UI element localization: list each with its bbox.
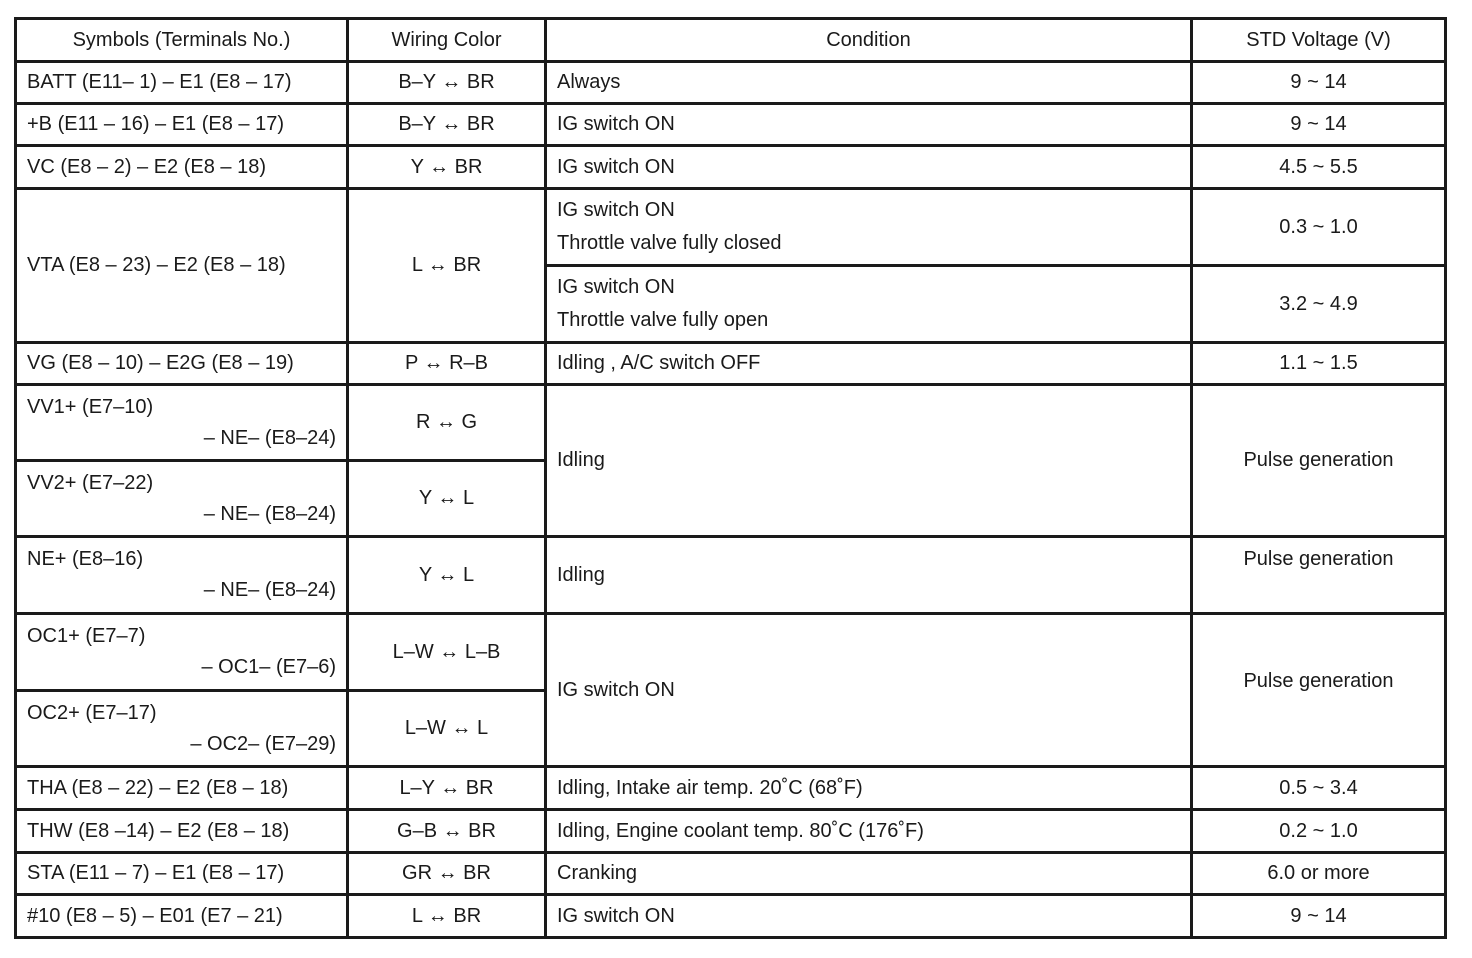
symbol-cell	[16, 691, 348, 767]
condition-cell: Idling, Intake air temp. 20˚C (68˚F)	[546, 767, 1192, 810]
condition-cell: IG switch ON	[546, 104, 1192, 146]
condition-line: Throttle valve fully closed	[557, 232, 782, 254]
header-wiring-color: Wiring Color	[348, 19, 546, 62]
condition-cell: IG switch ON	[546, 614, 1192, 767]
symbol-cell: STA (E11 – 7) – E1 (E8 – 17)	[16, 853, 348, 895]
wiring-cell: B–Y ↔ BR	[348, 104, 546, 146]
wiring-cell: L ↔ BR	[348, 189, 546, 343]
condition-cell	[546, 266, 1192, 343]
voltage-cell: 0.2 ~ 1.0	[1192, 810, 1446, 853]
symbol-line: – NE– (E8–24)	[203, 579, 336, 601]
symbol-cell: VTA (E8 – 23) – E2 (E8 – 18)	[16, 189, 348, 343]
voltage-cell: 6.0 or more	[1192, 853, 1446, 895]
symbol-line: – OC2– (E7–29)	[190, 732, 336, 755]
table-row	[16, 343, 1446, 385]
voltage-cell: Pulse generation	[1192, 614, 1446, 767]
table-row	[16, 146, 1446, 189]
symbol-cell: #10 (E8 – 5) – E01 (E7 – 21)	[16, 895, 348, 938]
table-row	[16, 189, 1446, 266]
table-row	[16, 895, 1446, 938]
symbol-cell: +B (E11 – 16) – E1 (E8 – 17)	[16, 104, 348, 146]
condition-line: IG switch ON	[557, 199, 675, 221]
table-row	[16, 810, 1446, 853]
voltage-cell: 0.5 ~ 3.4	[1192, 767, 1446, 810]
voltage-cell: 0.3 ~ 1.0	[1192, 189, 1446, 266]
condition-cell: Idling, Engine coolant temp. 80˚C (176˚F)	[546, 810, 1192, 853]
condition-cell: Idling , A/C switch OFF	[546, 343, 1192, 385]
voltage-cell: 4.5 ~ 5.5	[1192, 146, 1446, 189]
header-std-voltage: STD Voltage (V)	[1192, 19, 1446, 62]
condition-cell: Always	[546, 62, 1192, 104]
symbol-line: VV1+ (E7–10)	[27, 395, 154, 418]
symbol-cell: THW (E8 –14) – E2 (E8 – 18)	[16, 810, 348, 853]
header-condition: Condition	[546, 19, 1192, 62]
wiring-cell: G–B ↔ BR	[348, 810, 546, 853]
symbol-cell: VG (E8 – 10) – E2G (E8 – 19)	[16, 343, 348, 385]
symbol-cell	[16, 537, 348, 614]
symbol-line: – OC1– (E7–6)	[201, 656, 336, 678]
condition-cell	[546, 189, 1192, 266]
voltage-cell: 9 ~ 14	[1192, 62, 1446, 104]
voltage-cell: 1.1 ~ 1.5	[1192, 343, 1446, 385]
condition-cell: IG switch ON	[546, 895, 1192, 938]
voltage-cell: Pulse generation	[1192, 537, 1446, 614]
wiring-cell: L–W ↔ L–B	[348, 614, 546, 691]
voltage-cell: 9 ~ 14	[1192, 104, 1446, 146]
wiring-cell: R ↔ G	[348, 385, 546, 461]
symbol-cell	[16, 614, 348, 691]
symbol-line: – NE– (E8–24)	[203, 426, 336, 449]
wiring-cell: Y ↔ BR	[348, 146, 546, 189]
symbol-line: NE+ (E8–16)	[27, 548, 144, 570]
header-row	[16, 19, 1446, 62]
condition-line: Throttle valve fully open	[557, 309, 769, 331]
symbol-line: OC1+ (E7–7)	[27, 625, 146, 647]
voltage-cell: Pulse generation	[1192, 385, 1446, 537]
condition-cell: Cranking	[546, 853, 1192, 895]
table-row	[16, 853, 1446, 895]
symbol-cell	[16, 385, 348, 461]
header-symbols: Symbols (Terminals No.)	[16, 19, 348, 62]
table-row	[16, 62, 1446, 104]
table-row	[16, 104, 1446, 146]
symbol-line: OC2+ (E7–17)	[27, 701, 157, 724]
wiring-cell: GR ↔ BR	[348, 853, 546, 895]
table-row	[16, 767, 1446, 810]
wiring-cell: L ↔ BR	[348, 895, 546, 938]
wiring-cell: P ↔ R–B	[348, 343, 546, 385]
table-row	[16, 614, 1446, 691]
wiring-cell: Y ↔ L	[348, 537, 546, 614]
wiring-cell: L–W ↔ L	[348, 691, 546, 767]
condition-line: IG switch ON	[557, 276, 675, 298]
condition-cell: Idling	[546, 385, 1192, 537]
table-row	[16, 385, 1446, 461]
wiring-cell: L–Y ↔ BR	[348, 767, 546, 810]
table-row	[16, 537, 1446, 614]
symbol-line: – NE– (E8–24)	[203, 502, 336, 525]
symbol-line: VV2+ (E7–22)	[27, 471, 154, 494]
voltage-cell: 3.2 ~ 4.9	[1192, 266, 1446, 343]
symbol-cell	[16, 461, 348, 537]
symbol-cell: VC (E8 – 2) – E2 (E8 – 18)	[16, 146, 348, 189]
ecu-terminal-voltage-table	[14, 17, 1447, 939]
symbol-cell: BATT (E11– 1) – E1 (E8 – 17)	[16, 62, 348, 104]
condition-cell: IG switch ON	[546, 146, 1192, 189]
wiring-cell: Y ↔ L	[348, 461, 546, 537]
voltage-cell: 9 ~ 14	[1192, 895, 1446, 938]
symbol-cell: THA (E8 – 22) – E2 (E8 – 18)	[16, 767, 348, 810]
wiring-cell: B–Y ↔ BR	[348, 62, 546, 104]
condition-cell: Idling	[546, 537, 1192, 614]
